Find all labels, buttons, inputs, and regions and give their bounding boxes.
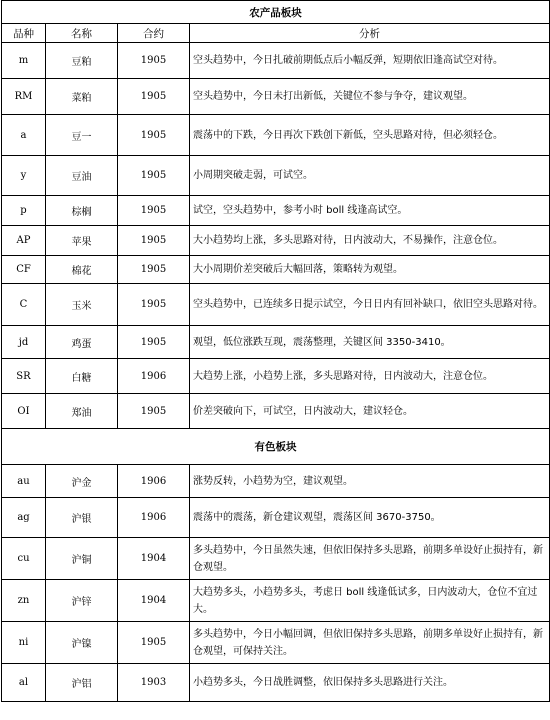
analysis-cell: 震荡中的震荡，新仓建议观望，震荡区间 3670-3750。 [190,498,550,538]
symbol-cell: m [2,43,46,79]
contract-cell: 1906 [118,359,190,394]
table-row [2,394,550,429]
contract-cell: 1905 [118,622,190,664]
name-cell: 棕榈 [46,196,118,226]
analysis-cell: 大小趋势均上涨，多头思路对待，日内波动大，不易操作，注意仓位。 [190,226,550,256]
symbol-cell: au [2,465,46,498]
analysis-cell: 大趋势多头，小趋势多头，考虑日 boll 线逢低试多，日内波动大，仓位不宜过大。 [190,580,550,622]
name-cell: 玉米 [46,284,118,326]
contract-cell: 1905 [118,284,190,326]
analysis-cell: 震荡中的下跌，今日再次下跌创下新低，空头思路对待，但必须轻仓。 [190,115,550,156]
symbol-cell: y [2,156,46,196]
table-row [2,326,550,359]
table-row [2,664,550,702]
name-cell: 郑油 [46,394,118,429]
analysis-cell: 小周期突破走弱，可试空。 [190,156,550,196]
table-row [2,156,550,196]
contract-cell: 1905 [118,115,190,156]
section-title: 农产品板块 [2,1,550,24]
name-cell: 豆油 [46,156,118,196]
analysis-cell: 多头趋势中，今日虽然失速，但依旧保持多头思路，前期多单设好止损持有，新仓观望。 [190,538,550,580]
symbol-cell: RM [2,79,46,115]
section-title: 有色板块 [2,429,550,465]
name-cell: 沪铝 [46,664,118,702]
table-row [2,580,550,622]
table-row [2,226,550,256]
table-row [2,622,550,664]
analysis-cell: 大小周期价差突破后大幅回落，策略转为观望。 [190,256,550,284]
symbol-cell: cu [2,538,46,580]
analysis-cell: 小趋势多头，今日战胜调整，依旧保持多头思路进行关注。 [190,664,550,702]
contract-cell: 1905 [118,226,190,256]
table-row [2,465,550,498]
table-row [2,79,550,115]
table-row [2,538,550,580]
table-row [2,196,550,226]
header-name: 名称 [46,24,118,43]
symbol-cell: SR [2,359,46,394]
table-row [2,256,550,284]
symbol-cell: a [2,115,46,156]
symbol-cell: C [2,284,46,326]
symbol-cell: ag [2,498,46,538]
name-cell: 白糖 [46,359,118,394]
symbol-cell: jd [2,326,46,359]
table-row [2,359,550,394]
name-cell: 沪金 [46,465,118,498]
header-symbol: 品种 [2,24,46,43]
analysis-cell: 空头趋势中，今日扎破前期低点后小幅反弹，短期依旧逢高试空对待。 [190,43,550,79]
header-contract: 合约 [118,24,190,43]
name-cell: 豆一 [46,115,118,156]
contract-cell: 1903 [118,664,190,702]
name-cell: 棉花 [46,256,118,284]
section-header-metals [2,429,550,465]
table-row [2,115,550,156]
contract-cell: 1905 [118,256,190,284]
name-cell: 鸡蛋 [46,326,118,359]
analysis-cell: 试空，空头趋势中，参考小时 boll 线逢高试空。 [190,196,550,226]
contract-cell: 1906 [118,498,190,538]
analysis-cell: 大趋势上涨，小趋势上涨，多头思路对待，日内波动大，注意仓位。 [190,359,550,394]
header-analysis: 分析 [190,24,550,43]
contract-cell: 1905 [118,326,190,359]
commodity-analysis-table [1,0,550,702]
section-header-agri [2,1,550,24]
analysis-cell: 观望，低位涨跌互现，震荡整理，关键区间 3350-3410。 [190,326,550,359]
table-row [2,43,550,79]
symbol-cell: OI [2,394,46,429]
name-cell: 沪铜 [46,538,118,580]
analysis-cell: 空头趋势中，已连续多日提示试空，今日日内有回补缺口，依旧空头思路对待。 [190,284,550,326]
name-cell: 苹果 [46,226,118,256]
symbol-cell: CF [2,256,46,284]
name-cell: 沪锌 [46,580,118,622]
contract-cell: 1906 [118,465,190,498]
analysis-cell: 涨势反转，小趋势为空，建议观望。 [190,465,550,498]
name-cell: 沪银 [46,498,118,538]
contract-cell: 1905 [118,156,190,196]
column-header-row [2,24,550,43]
contract-cell: 1905 [118,79,190,115]
contract-cell: 1904 [118,538,190,580]
analysis-cell: 多头趋势中，今日小幅回调，但依旧保持多头思路，前期多单设好止损持有，新仓观望，可保持关注。 [190,622,550,664]
contract-cell: 1905 [118,43,190,79]
name-cell: 菜粕 [46,79,118,115]
name-cell: 豆粕 [46,43,118,79]
symbol-cell: ni [2,622,46,664]
symbol-cell: p [2,196,46,226]
contract-cell: 1905 [118,394,190,429]
symbol-cell: AP [2,226,46,256]
name-cell: 沪镍 [46,622,118,664]
symbol-cell: al [2,664,46,702]
table-row [2,284,550,326]
table-row [2,498,550,538]
contract-cell: 1905 [118,196,190,226]
contract-cell: 1904 [118,580,190,622]
analysis-cell: 价差突破向下，可试空，日内波动大，建议轻仓。 [190,394,550,429]
analysis-cell: 空头趋势中，今日未打出新低，关键位不参与争夺，建议观望。 [190,79,550,115]
symbol-cell: zn [2,580,46,622]
